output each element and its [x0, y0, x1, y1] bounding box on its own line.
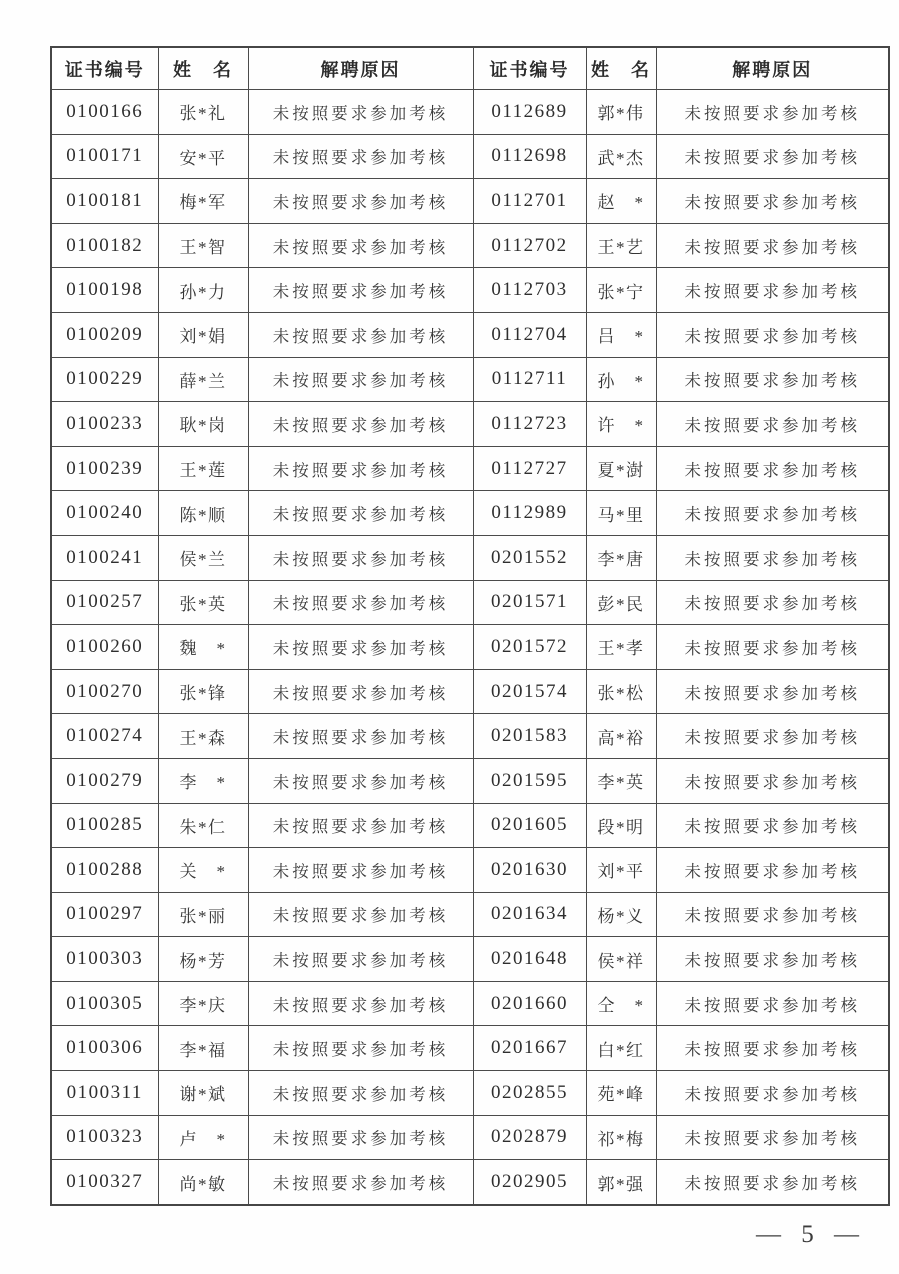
table-row — [51, 90, 889, 135]
name-cell: 张*锋 — [158, 669, 248, 714]
cert-number-cell: 0100279 — [51, 758, 158, 803]
cert-number-cell: 0202855 — [473, 1071, 586, 1116]
cert-number-cell: 0100274 — [51, 714, 158, 759]
name-cell: 张*英 — [158, 580, 248, 625]
table-row — [51, 937, 889, 982]
cert-number-cell: 0112702 — [473, 223, 586, 268]
cert-number-cell: 0100239 — [51, 446, 158, 491]
cert-number-cell: 0100303 — [51, 937, 158, 982]
table-header — [51, 47, 889, 90]
name-cell: 魏 * — [158, 625, 248, 670]
dismissal-reason-cell: 未按照要求参加考核 — [248, 625, 473, 670]
cert-number-cell: 0201595 — [473, 758, 586, 803]
cert-number-cell: 0112689 — [473, 90, 586, 135]
dismissal-reason-cell: 未按照要求参加考核 — [656, 90, 889, 135]
table-row — [51, 491, 889, 536]
name-cell: 高*裕 — [586, 714, 656, 759]
name-cell: 李 * — [158, 758, 248, 803]
table-row — [51, 312, 889, 357]
name-cell: 孙*力 — [158, 268, 248, 313]
name-cell: 李*唐 — [586, 535, 656, 580]
name-cell: 吕 * — [586, 312, 656, 357]
dismissal-reason-cell: 未按照要求参加考核 — [248, 981, 473, 1026]
cert-number-cell: 0202905 — [473, 1160, 586, 1205]
dismissal-reason-cell: 未按照要求参加考核 — [656, 1115, 889, 1160]
name-cell: 朱*仁 — [158, 803, 248, 848]
header-row — [51, 47, 889, 90]
cert-number-cell: 0201605 — [473, 803, 586, 848]
name-cell: 郭*强 — [586, 1160, 656, 1205]
cert-number-cell: 0100229 — [51, 357, 158, 402]
table-body — [51, 90, 889, 1205]
name-cell: 彭*民 — [586, 580, 656, 625]
table-row — [51, 669, 889, 714]
cert-number-cell: 0100198 — [51, 268, 158, 313]
name-cell: 卢 * — [158, 1115, 248, 1160]
name-cell: 白*红 — [586, 1026, 656, 1071]
cert-number-cell: 0100182 — [51, 223, 158, 268]
cert-number-cell: 0100311 — [51, 1071, 158, 1116]
table-row — [51, 134, 889, 179]
table-row — [51, 803, 889, 848]
dismissal-reason-cell: 未按照要求参加考核 — [656, 981, 889, 1026]
table-row — [51, 535, 889, 580]
name-cell: 仝 * — [586, 981, 656, 1026]
name-cell: 王*森 — [158, 714, 248, 759]
cert-number-cell: 0100241 — [51, 535, 158, 580]
name-cell: 张*丽 — [158, 892, 248, 937]
cert-number-cell: 0201552 — [473, 535, 586, 580]
table-row — [51, 1115, 889, 1160]
name-cell: 张*礼 — [158, 90, 248, 135]
dismissal-reason-cell: 未按照要求参加考核 — [656, 223, 889, 268]
cert-number-cell: 0201630 — [473, 848, 586, 893]
table-row — [51, 580, 889, 625]
dismissal-reason-cell: 未按照要求参加考核 — [656, 625, 889, 670]
dismissal-reason-cell: 未按照要求参加考核 — [656, 491, 889, 536]
table-row — [51, 892, 889, 937]
dismissal-roster-table — [50, 46, 890, 1206]
dismissal-reason-cell: 未按照要求参加考核 — [656, 357, 889, 402]
cert-number-cell: 0100323 — [51, 1115, 158, 1160]
dismissal-reason-cell: 未按照要求参加考核 — [656, 179, 889, 224]
header-name-left: 姓 名 — [158, 47, 248, 90]
table-row — [51, 179, 889, 224]
dismissal-reason-cell: 未按照要求参加考核 — [248, 937, 473, 982]
table-row — [51, 625, 889, 670]
table-row — [51, 268, 889, 313]
name-cell: 王*莲 — [158, 446, 248, 491]
dismissal-reason-cell: 未按照要求参加考核 — [248, 179, 473, 224]
name-cell: 赵 * — [586, 179, 656, 224]
dismissal-reason-cell: 未按照要求参加考核 — [248, 134, 473, 179]
name-cell: 安*平 — [158, 134, 248, 179]
name-cell: 关 * — [158, 848, 248, 893]
name-cell: 张*宁 — [586, 268, 656, 313]
dismissal-reason-cell: 未按照要求参加考核 — [248, 1160, 473, 1205]
table-row — [51, 981, 889, 1026]
name-cell: 侯*祥 — [586, 937, 656, 982]
cert-number-cell: 0100306 — [51, 1026, 158, 1071]
header-cert-number-right: 证书编号 — [473, 47, 586, 90]
dismissal-reason-cell: 未按照要求参加考核 — [248, 357, 473, 402]
dismissal-reason-cell: 未按照要求参加考核 — [656, 535, 889, 580]
table-row — [51, 758, 889, 803]
table-row — [51, 402, 889, 447]
name-cell: 侯*兰 — [158, 535, 248, 580]
name-cell: 苑*峰 — [586, 1071, 656, 1116]
cert-number-cell: 0100327 — [51, 1160, 158, 1205]
table-row — [51, 714, 889, 759]
name-cell: 刘*娟 — [158, 312, 248, 357]
cert-number-cell: 0100270 — [51, 669, 158, 714]
cert-number-cell: 0100257 — [51, 580, 158, 625]
dismissal-reason-cell: 未按照要求参加考核 — [248, 848, 473, 893]
name-cell: 杨*芳 — [158, 937, 248, 982]
dismissal-reason-cell: 未按照要求参加考核 — [248, 535, 473, 580]
dismissal-reason-cell: 未按照要求参加考核 — [248, 491, 473, 536]
table-row — [51, 446, 889, 491]
name-cell: 刘*平 — [586, 848, 656, 893]
dismissal-reason-cell: 未按照要求参加考核 — [656, 848, 889, 893]
cert-number-cell: 0202879 — [473, 1115, 586, 1160]
dismissal-reason-cell: 未按照要求参加考核 — [656, 669, 889, 714]
name-cell: 李*福 — [158, 1026, 248, 1071]
table-row — [51, 1071, 889, 1116]
cert-number-cell: 0100171 — [51, 134, 158, 179]
cert-number-cell: 0201572 — [473, 625, 586, 670]
dismissal-reason-cell: 未按照要求参加考核 — [248, 714, 473, 759]
name-cell: 李*英 — [586, 758, 656, 803]
dismissal-reason-cell: 未按照要求参加考核 — [248, 892, 473, 937]
cert-number-cell: 0201648 — [473, 937, 586, 982]
cert-number-cell: 0201660 — [473, 981, 586, 1026]
dismissal-reason-cell: 未按照要求参加考核 — [656, 446, 889, 491]
cert-number-cell: 0112727 — [473, 446, 586, 491]
cert-number-cell: 0201634 — [473, 892, 586, 937]
cert-number-cell: 0100209 — [51, 312, 158, 357]
header-cert-number-left: 证书编号 — [51, 47, 158, 90]
dismissal-reason-cell: 未按照要求参加考核 — [248, 1115, 473, 1160]
name-cell: 王*艺 — [586, 223, 656, 268]
name-cell: 陈*顺 — [158, 491, 248, 536]
dismissal-reason-cell: 未按照要求参加考核 — [248, 90, 473, 135]
cert-number-cell: 0100285 — [51, 803, 158, 848]
name-cell: 尚*敏 — [158, 1160, 248, 1205]
dismissal-reason-cell: 未按照要求参加考核 — [248, 1071, 473, 1116]
name-cell: 郭*伟 — [586, 90, 656, 135]
dismissal-reason-cell: 未按照要求参加考核 — [656, 134, 889, 179]
table-row — [51, 848, 889, 893]
cert-number-cell: 0100297 — [51, 892, 158, 937]
cert-number-cell: 0100288 — [51, 848, 158, 893]
dismissal-reason-cell: 未按照要求参加考核 — [656, 268, 889, 313]
table-row — [51, 223, 889, 268]
cert-number-cell: 0112989 — [473, 491, 586, 536]
dismissal-reason-cell: 未按照要求参加考核 — [656, 714, 889, 759]
name-cell: 杨*义 — [586, 892, 656, 937]
cert-number-cell: 0100260 — [51, 625, 158, 670]
cert-number-cell: 0112711 — [473, 357, 586, 402]
cert-number-cell: 0112703 — [473, 268, 586, 313]
dismissal-reason-cell: 未按照要求参加考核 — [656, 1026, 889, 1071]
dismissal-reason-cell: 未按照要求参加考核 — [656, 892, 889, 937]
header-dismissal-reason-left: 解聘原因 — [248, 47, 473, 90]
cert-number-cell: 0112701 — [473, 179, 586, 224]
cert-number-cell: 0100305 — [51, 981, 158, 1026]
cert-number-cell: 0201583 — [473, 714, 586, 759]
dismissal-reason-cell: 未按照要求参加考核 — [656, 758, 889, 803]
dismissal-reason-cell: 未按照要求参加考核 — [248, 223, 473, 268]
name-cell: 薛*兰 — [158, 357, 248, 402]
dismissal-reason-cell: 未按照要求参加考核 — [656, 402, 889, 447]
cert-number-cell: 0112698 — [473, 134, 586, 179]
dismissal-reason-cell: 未按照要求参加考核 — [656, 580, 889, 625]
header-dismissal-reason-right: 解聘原因 — [656, 47, 889, 90]
cert-number-cell: 0201571 — [473, 580, 586, 625]
name-cell: 武*杰 — [586, 134, 656, 179]
name-cell: 李*庆 — [158, 981, 248, 1026]
cert-number-cell: 0201574 — [473, 669, 586, 714]
cert-number-cell: 0100166 — [51, 90, 158, 135]
name-cell: 王*孝 — [586, 625, 656, 670]
dismissal-reason-cell: 未按照要求参加考核 — [248, 758, 473, 803]
dismissal-reason-cell: 未按照要求参加考核 — [248, 1026, 473, 1071]
dismissal-reason-cell: 未按照要求参加考核 — [248, 446, 473, 491]
dismissal-reason-cell: 未按照要求参加考核 — [656, 312, 889, 357]
name-cell: 孙 * — [586, 357, 656, 402]
name-cell: 段*明 — [586, 803, 656, 848]
name-cell: 耿*岗 — [158, 402, 248, 447]
name-cell: 王*智 — [158, 223, 248, 268]
cert-number-cell: 0100233 — [51, 402, 158, 447]
table-row — [51, 1026, 889, 1071]
cert-number-cell: 0201667 — [473, 1026, 586, 1071]
name-cell: 梅*军 — [158, 179, 248, 224]
cert-number-cell: 0112723 — [473, 402, 586, 447]
name-cell: 谢*斌 — [158, 1071, 248, 1116]
name-cell: 马*里 — [586, 491, 656, 536]
dismissal-reason-cell: 未按照要求参加考核 — [248, 268, 473, 313]
cert-number-cell: 0100181 — [51, 179, 158, 224]
table-row — [51, 1160, 889, 1205]
name-cell: 祁*梅 — [586, 1115, 656, 1160]
dismissal-reason-cell: 未按照要求参加考核 — [656, 803, 889, 848]
dismissal-reason-cell: 未按照要求参加考核 — [656, 1160, 889, 1205]
dismissal-reason-cell: 未按照要求参加考核 — [248, 669, 473, 714]
dismissal-reason-cell: 未按照要求参加考核 — [656, 1071, 889, 1116]
dismissal-reason-cell: 未按照要求参加考核 — [248, 803, 473, 848]
dismissal-reason-cell: 未按照要求参加考核 — [248, 312, 473, 357]
name-cell: 夏*澍 — [586, 446, 656, 491]
name-cell: 张*松 — [586, 669, 656, 714]
page-number: — 5 — — [756, 1221, 861, 1248]
dismissal-reason-cell: 未按照要求参加考核 — [656, 937, 889, 982]
dismissal-reason-cell: 未按照要求参加考核 — [248, 402, 473, 447]
dismissal-reason-cell: 未按照要求参加考核 — [248, 580, 473, 625]
header-name-right: 姓 名 — [586, 47, 656, 90]
cert-number-cell: 0112704 — [473, 312, 586, 357]
name-cell: 许 * — [586, 402, 656, 447]
table-row — [51, 357, 889, 402]
cert-number-cell: 0100240 — [51, 491, 158, 536]
